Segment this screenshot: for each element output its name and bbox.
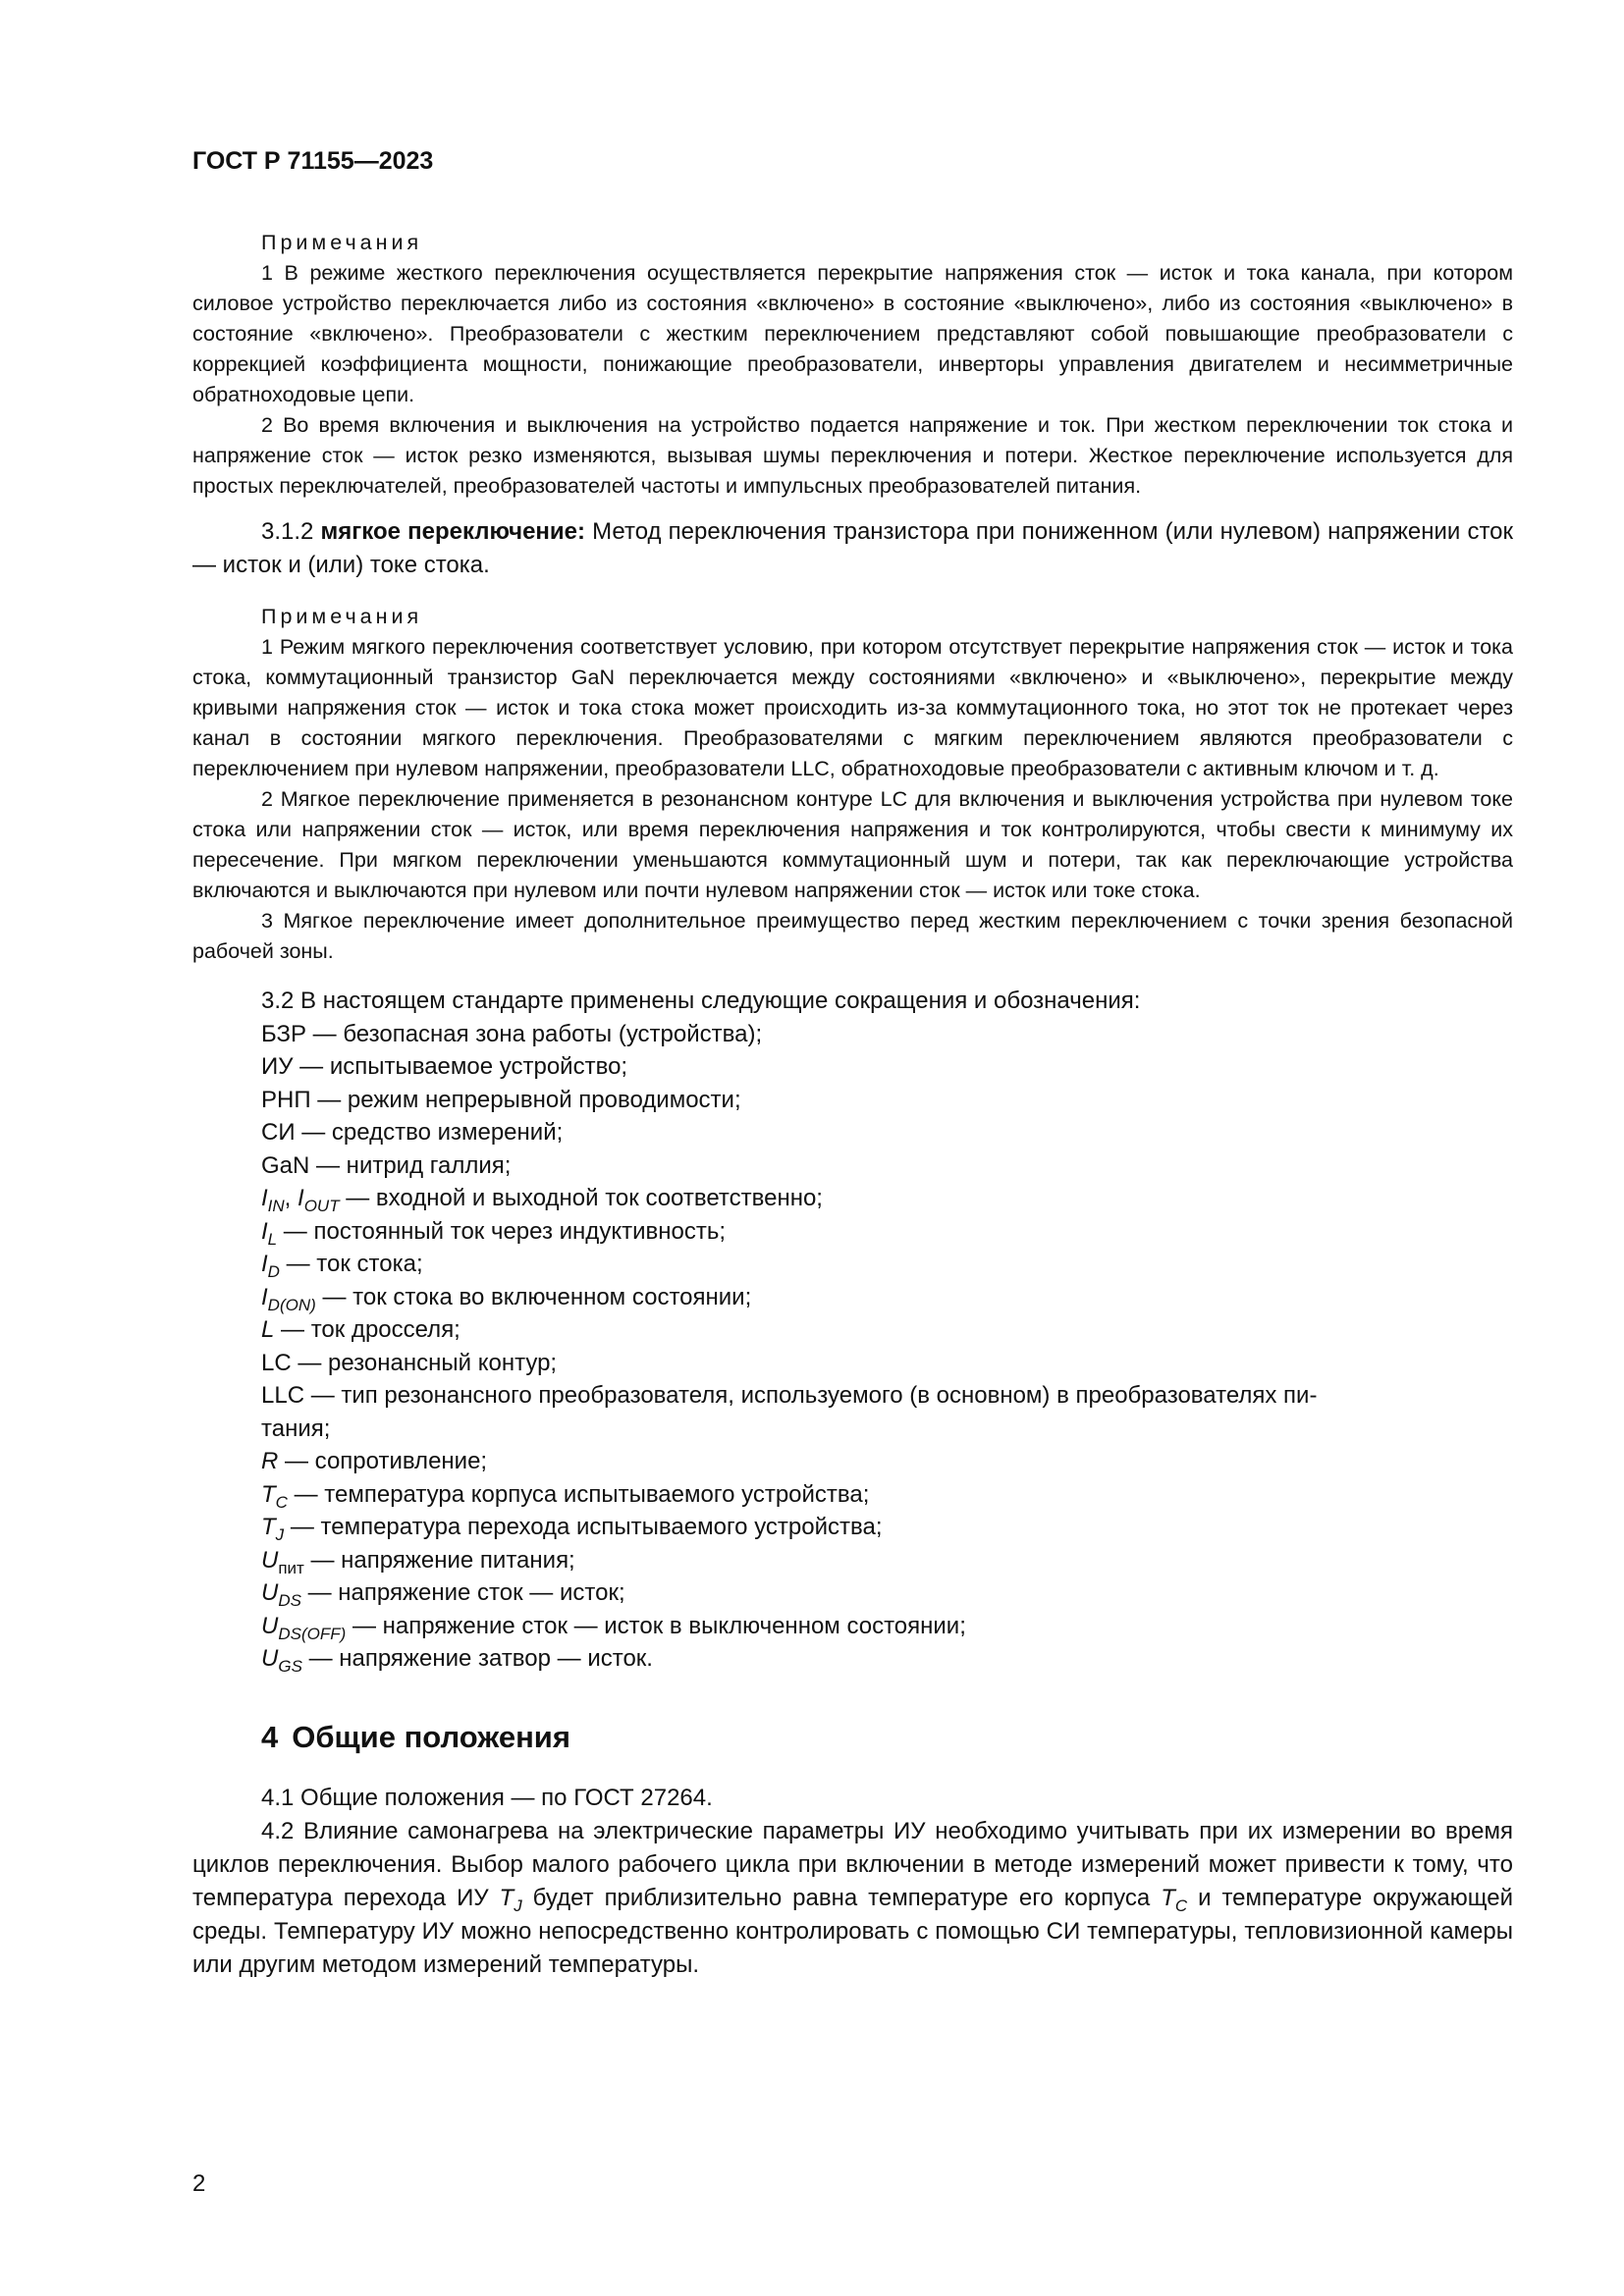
symbol: I — [261, 1283, 268, 1310]
notes-block-hard-switching — [192, 228, 1513, 502]
note-item: 2 Во время включения и выключения на устройство подается напряжение и ток. При жестком переключении ток стока и напряжение сток — исток резко изменяются, вызывая шумы переключения и потери. Жесткое переключение используется для простых переключателей, преобразователей частоты и импульсных преобразователей питания. — [192, 413, 1513, 498]
symbol: I — [261, 1251, 268, 1277]
abbreviation-item — [192, 1313, 1513, 1347]
abbreviation-description: — температура перехода испытываемого устройства; — [284, 1514, 883, 1540]
abbreviation-description: — постоянный ток через индуктивность; — [277, 1217, 726, 1245]
symbol: I — [261, 1217, 268, 1245]
abbreviation-item: GaN — нитрид галлия; — [261, 1151, 512, 1179]
symbol-subscript: OUT — [303, 1197, 340, 1215]
abbreviation-description: — напряжение затвор — исток. — [301, 1645, 653, 1672]
abbreviation-description: — ток дросселя; — [274, 1316, 460, 1343]
abbreviation-item — [192, 1248, 1513, 1281]
abbreviation-item — [192, 1478, 1513, 1512]
symbol-subscript: J — [275, 1525, 285, 1544]
abbreviation-item — [192, 1642, 1513, 1676]
paragraph-text: будет приблизительно равна температуре его корпуса — [521, 1884, 1162, 1911]
symbol-subscript: DS(OFF) — [278, 1624, 347, 1643]
abbreviation-item — [192, 1281, 1513, 1314]
abbreviation-item: ИУ — испытываемое устройство; — [261, 1053, 628, 1080]
symbol-subscript: C — [275, 1492, 288, 1512]
symbol: U — [261, 1612, 279, 1639]
symbol: U — [261, 1579, 279, 1606]
abbreviation-item — [192, 1511, 1513, 1544]
note-item: 1 Режим мягкого переключения соответствует условию, при котором отсутствует перекрытие напряжения сток — исток и тока стока, коммутационный транзистор GaN переключается между состояниями «включено» и «выключено», перекрытие между кривыми напряжения сток — исток и тока стока может происходить из-за коммутационного тока, но этот ток не протекает через канал в состоянии мягкого переключения. Преобразователями с мягким переключением являются преобразователи с переключением при нулевом напряжении, преобразователи LLC, обратноходовые преобразователи с активным ключом и т. д. — [192, 635, 1513, 780]
abbreviation-item: LC — резонансный контур; — [261, 1349, 558, 1376]
symbol-subscript: IN — [267, 1197, 285, 1215]
note-item: 1 В режиме жесткого переключения осуществляется перекрытие напряжения сток — исток и тока канала, при котором силовое устройство переключается либо из состояния «включено» в состояние «выключено», либо из состояния «выключено» в состояние «включено». Преобразователи с жестким переключением представляют собой повышающие преобразователи с коррекцией коэффициента мощности, понижающие преобразователи, инверторы управления двигателем и несимметричные обратноходовые цепи. — [192, 261, 1513, 406]
paragraph-4-2 — [192, 1815, 1513, 1982]
symbol-subscript: GS — [278, 1657, 302, 1676]
abbreviation-item: СИ — средство измерений; — [261, 1119, 564, 1146]
notes-block-soft-switching — [192, 602, 1513, 967]
symbol-subscript: L — [267, 1229, 278, 1249]
separator: , — [284, 1185, 298, 1211]
abbreviation-description: — напряжение питания; — [303, 1546, 575, 1574]
clause-term: мягкое переключение: — [320, 518, 586, 545]
abbreviation-description: — входной и выходной ток соответственно; — [339, 1185, 823, 1211]
symbol: T — [261, 1480, 276, 1508]
symbol: U — [261, 1546, 279, 1574]
clause-definition: Метод переключения транзистора при пониженном (или нулевом) напряжении сток — исток и (или) токе стока. — [192, 518, 1514, 578]
symbol: I — [261, 1185, 268, 1211]
symbol: U — [261, 1645, 279, 1672]
section-number: 4 — [261, 1719, 279, 1754]
abbreviation-item: LLC — тип резонансного преобразователя, используемого (в основном) в преобразователях пи- — [261, 1382, 1318, 1409]
note-item: 3 Мягкое переключение имеет дополнительное преимущество перед жестким переключением с точки зрения безопасной рабочей зоны. — [192, 909, 1513, 963]
paragraph-text: 4.2 Влияние самонагрева на электрические параметры ИУ необходимо учитывать при их измерении во время циклов переключения. Выбор малого рабочего цикла при включении в методе измерений может привести к тому, что температура перехода ИУ — [192, 1817, 1513, 1911]
abbreviation-item — [192, 1215, 1513, 1249]
note-item: 2 Мягкое переключение применяется в резонансном контуре LC для включения и выключения устройства при нулевом токе стока или напряжении сток — исток, или время переключения напряжения и ток контролируются, чтобы свести к минимуму их пересечение. При мягком переключении уменьшаются коммутационный шум и потери, так как переключающие устройства включаются и выключаются при нулевом или почти нулевом напряжении сток — исток или токе стока. — [192, 787, 1513, 902]
abbreviation-item — [192, 1182, 1513, 1215]
clause-number: 3.1.2 — [261, 518, 314, 545]
clause-3-1-2 — [192, 515, 1513, 582]
symbol-subscript: пит — [278, 1558, 304, 1577]
notes-heading: Примечания — [261, 605, 423, 628]
section-heading — [261, 1719, 1513, 1756]
notes-heading: Примечания — [261, 231, 423, 254]
paragraph-4-1: 4.1 Общие положения — по ГОСТ 27264. — [261, 1784, 713, 1811]
symbol: T — [261, 1514, 276, 1540]
symbol: L — [261, 1316, 275, 1343]
abbreviation-item — [192, 1610, 1513, 1643]
symbol-subscript: C — [1174, 1896, 1188, 1915]
abbreviation-item — [192, 1544, 1513, 1577]
standard-code: ГОСТ Р 71155—2023 — [192, 147, 434, 175]
symbol-subscript: DS — [278, 1591, 301, 1610]
abbreviation-item-continuation: тания; — [261, 1415, 331, 1442]
symbol: T — [499, 1884, 514, 1911]
abbreviation-description: — напряжение сток — исток в выключенном состоянии; — [346, 1612, 966, 1639]
abbreviation-description: — сопротивление; — [278, 1448, 488, 1474]
abbreviation-item — [192, 1576, 1513, 1610]
abbreviation-description: — напряжение сток — исток; — [300, 1579, 625, 1606]
paragraph-text: и температуре окружающей среды. Температуру ИУ можно непосредственно контролировать с помощью СИ температуры, тепловизионной камеры или другим методом измерений температуры. — [192, 1884, 1514, 1978]
abbreviation-description: — температура корпуса испытываемого устройства; — [287, 1480, 870, 1508]
abbreviation-item — [192, 1445, 1513, 1478]
abbreviation-description: — ток стока; — [279, 1251, 423, 1277]
abbreviations-intro: 3.2 В настоящем стандарте применены следующие сокращения и обозначения: — [261, 988, 1141, 1014]
abbreviation-item: РНП — режим непрерывной проводимости; — [261, 1086, 741, 1113]
symbol-subscript: D(ON) — [267, 1295, 316, 1314]
abbreviation-item: БЗР — безопасная зона работы (устройства); — [261, 1020, 763, 1047]
symbol-subscript: D — [267, 1262, 280, 1281]
symbol-subscript: J — [514, 1896, 522, 1915]
page-number: 2 — [192, 2170, 206, 2197]
section-title-text: Общие положения — [292, 1719, 570, 1754]
symbol: T — [1161, 1884, 1175, 1911]
symbol: R — [261, 1448, 279, 1474]
abbreviation-description: — ток стока во включенном состоянии; — [315, 1283, 752, 1310]
symbol: I — [298, 1185, 304, 1211]
page-content — [192, 228, 1513, 1982]
